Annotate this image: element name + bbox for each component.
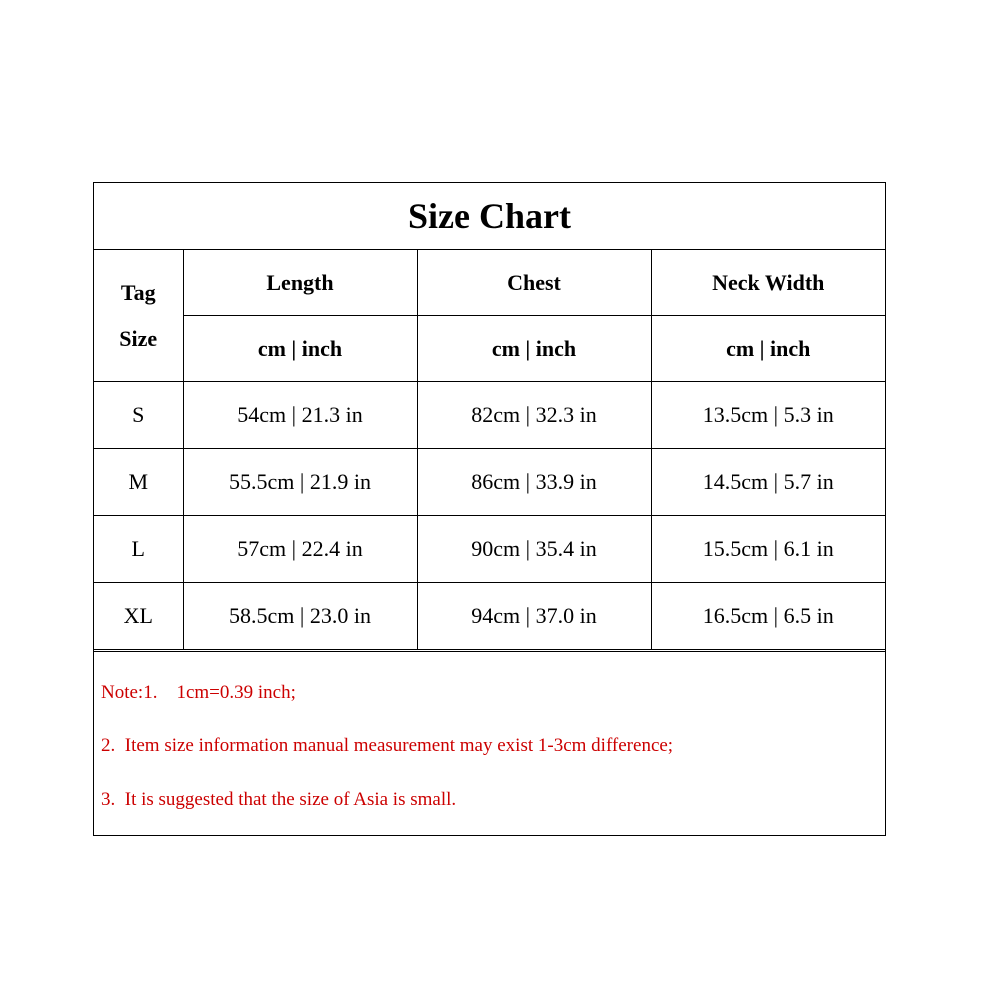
note-1: Note:1. 1cm=0.39 inch; [101,682,296,703]
table-row [94,583,885,650]
length-cell: 58.5cm | 23.0 in [183,583,417,650]
neck-width-cell: 14.5cm | 5.7 in [651,449,885,516]
size-cell: XL [94,583,183,650]
length-cell: 55.5cm | 21.9 in [183,449,417,516]
table-row [94,382,885,449]
note-3: 3. It is suggested that the size of Asia is small. [101,789,457,810]
neck-width-cell: 15.5cm | 6.1 in [651,516,885,583]
size-cell: L [94,516,183,583]
size-label: Size [119,325,158,351]
tag-size-header [94,250,183,382]
neck-width-header: Neck Width [651,250,885,316]
chest-cell: 82cm | 32.3 in [417,382,651,449]
length-cell: 57cm | 22.4 in [183,516,417,583]
header-row-units [94,316,885,382]
chest-cell: 86cm | 33.9 in [417,449,651,516]
size-cell: S [94,382,183,449]
note-2: 2. Item size information manual measurement may exist 1-3cm difference; [101,735,674,756]
neck-width-cell: 13.5cm | 5.3 in [651,382,885,449]
chest-cell: 94cm | 37.0 in [417,583,651,650]
length-header: Length [183,250,417,316]
chart-title: Size Chart [94,183,885,250]
chest-header: Chest [417,250,651,316]
table-row [94,516,885,583]
size-table [94,250,885,650]
size-cell: M [94,449,183,516]
tag-label: Tag [120,279,156,305]
neck-width-cell: 16.5cm | 6.5 in [651,583,885,650]
notes-section [94,651,885,837]
length-cell: 54cm | 21.3 in [183,382,417,449]
header-row-measure [94,250,885,316]
neck-width-unit: cm | inch [651,316,885,382]
table-row [94,449,885,516]
length-unit: cm | inch [183,316,417,382]
chest-unit: cm | inch [417,316,651,382]
size-chart [93,182,886,836]
chest-cell: 90cm | 35.4 in [417,516,651,583]
